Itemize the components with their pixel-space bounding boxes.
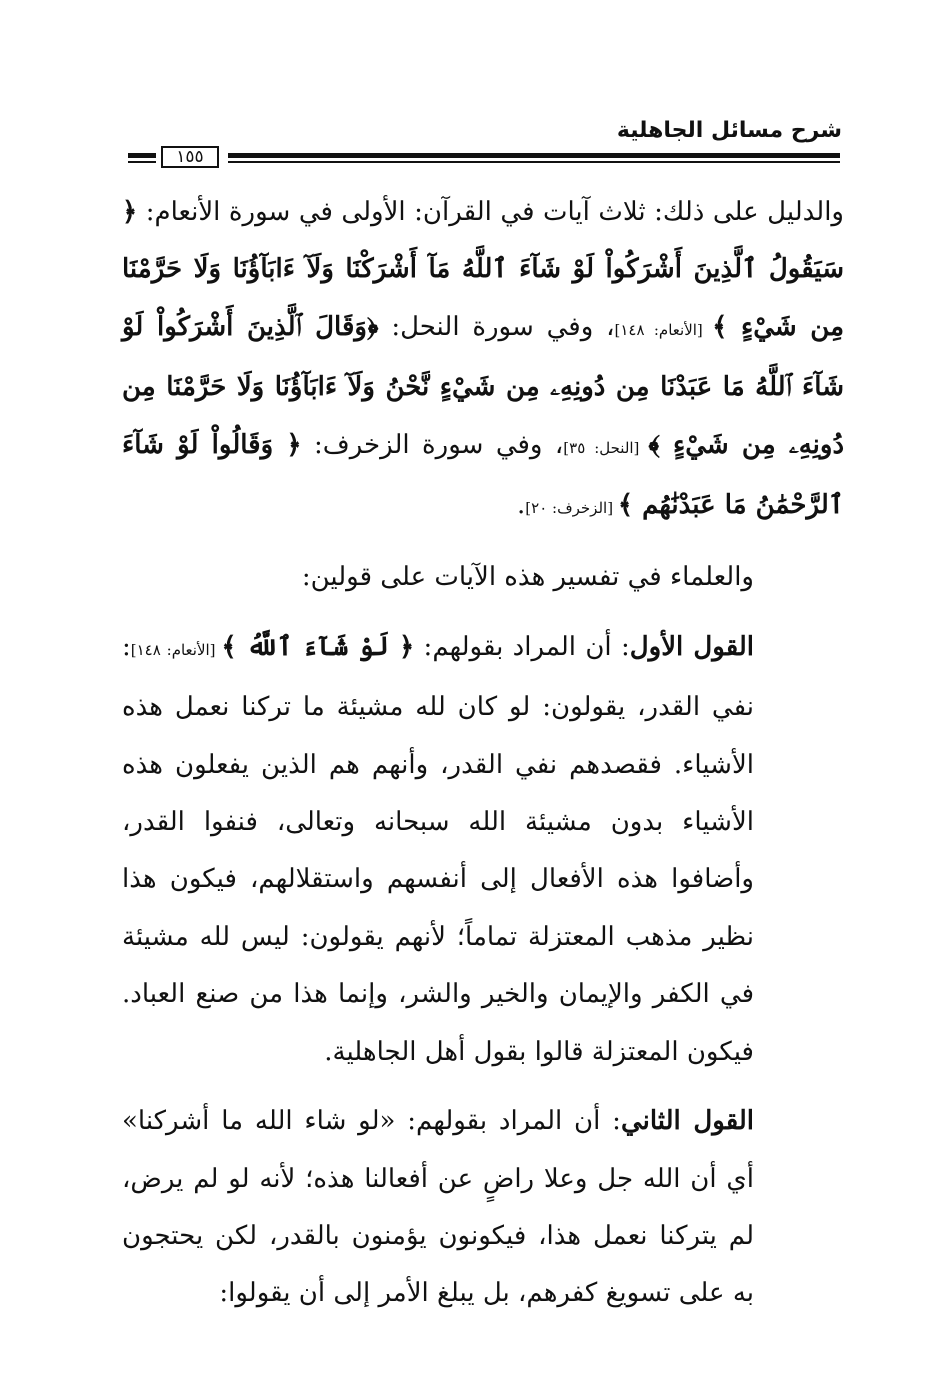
paragraph-second-view (122, 1093, 844, 1323)
main-text (122, 184, 844, 1323)
running-title: شرح مسائل الجاهلية (616, 118, 842, 143)
view-label: القول الثاني (620, 1106, 754, 1137)
view-label: القول الأول (629, 631, 755, 662)
paragraph-two-views: والعلماء في تفسير هذه الآيات على قولين: (301, 562, 754, 593)
text-run: ، وفي سورة النحل: (378, 311, 615, 342)
paragraph-first-view (122, 619, 844, 1081)
text-run: . (517, 490, 526, 521)
paragraph-evidence (122, 184, 844, 537)
quran-verse: ﴿ لَوْ شَآءَ ٱللَّهُ ﴾ (221, 631, 415, 662)
quran-verse: ﴿ وَقَالُواْ لَوْ شَآءَ ٱلرَّحْمَٰنُ مَا عَبَدْنَٰهُم ﴾ (122, 429, 844, 521)
verse-reference: [الأنعام: ١٤٨] (130, 640, 222, 659)
rule-line (128, 161, 156, 163)
text-run: : نفي القدر، يقولون: لو كان لله مشيئة ما تركنا نعمل هذه الأشياء. فقصدهم نفي القدر، وأنهم هم الذين يفعلون هذه الأشياء بدون مشيئة الله سبحانه وتعالى، فنفوا القدر، وأضافوا هذه الأفعال إلى أنفسهم واستقلالهم، فيكون هذا نظير مذهب المعتزلة تماماً؛ لأنهم يقولون: ليس لله مشيئة في الكفر والإيمان والخير والشر، وإنما هذا من صنع العباد. فيكون المعتزلة قالوا بقول أهل الجاهلية. (122, 631, 754, 1067)
quran-verse: ﴿ سَيَقُولُ ٱلَّذِينَ أَشْرَكُواْ لَوْ شَآءَ ٱللَّهُ مَآ أَشْرَكْنَا وَلَآ ءَابَآؤُنَا وَلَا حَرَّمْنَا مِن شَيْءٍ ﴾ (122, 197, 844, 342)
text-run: ، وفي سورة الزخرف: (301, 429, 564, 460)
text-run: : أن المراد بقولهم: «لو شاء الله ما أشركنا» أي أن الله جل وعلا راضٍ عن أفعالنا هذه؛ لأنه لو لم يرض، لم يتركنا نعمل هذا، فيكونون يؤمنون بالقدر، لكن يحتجون به على تسويغ كفرهم، بل يبلغ الأمر إلى أن يقولوا: (122, 1106, 754, 1309)
header-rule (128, 146, 840, 170)
rule-line (228, 153, 840, 158)
verse-reference: [الزخرف: ٢٠] (525, 499, 618, 518)
page-number-box: ١٥٥ (161, 146, 219, 168)
rule-line (128, 153, 156, 158)
quran-verse: ﴿وَقَالَ ٱلَّذِينَ أَشْرَكُواْ لَوْ شَآءَ ٱللَّهُ مَا عَبَدْنَا مِن دُونِهِۦ مِن شَيْءٍ نَّحْنُ وَلَآ ءَابَآؤُنَا وَلَا حَرَّمْنَا مِن دُونِهِۦ مِن شَيْءٍ ﴾ (122, 311, 845, 460)
verse-reference: [النحل: ٣٥] (563, 438, 649, 457)
text-run: والدليل على ذلك: ثلاث آيات في القرآن: الأولى في سورة الأنعام: (137, 197, 844, 227)
rule-line (228, 161, 840, 163)
text-run: : أن المراد بقولهم: (414, 631, 630, 662)
verse-reference: [الأنعام: ١٤٨] (614, 320, 713, 339)
